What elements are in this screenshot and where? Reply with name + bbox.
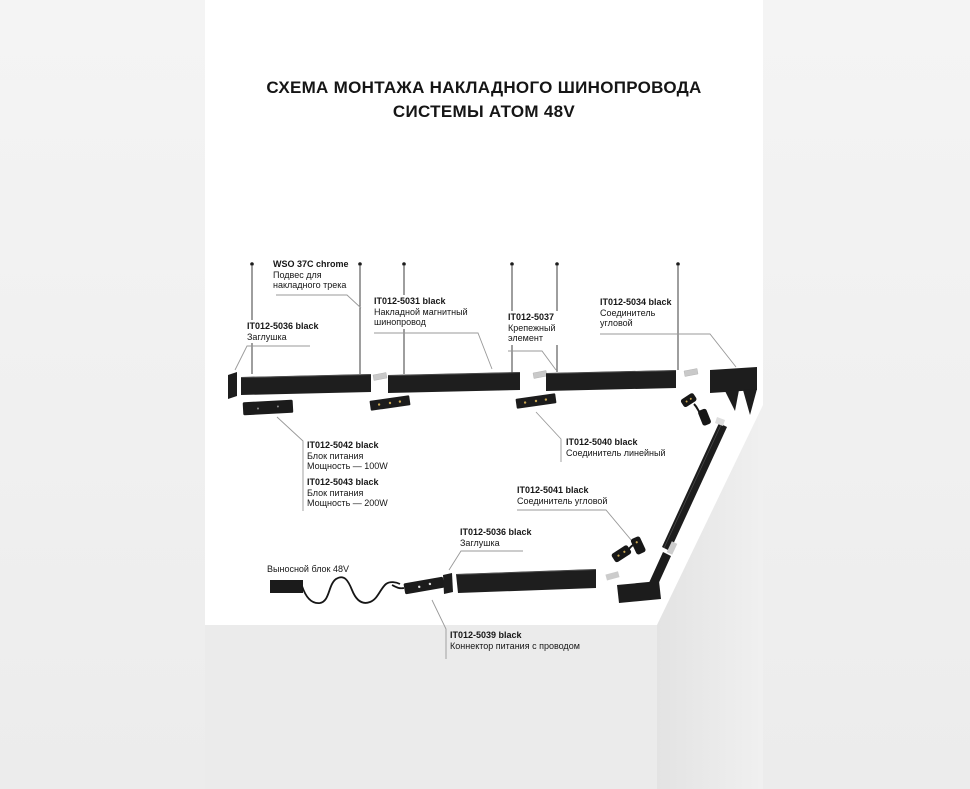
label-endcap-top: IT012-5036 black Заглушка	[247, 321, 319, 342]
label-psu-100: IT012-5042 black Блок питания Мощность — 100W	[307, 440, 388, 471]
label-remote-unit: Выносной блок 48V	[267, 564, 350, 574]
floor-surface	[205, 625, 657, 789]
label-hanger: WSO 37C chrome Подвес для накладного трека	[273, 259, 349, 290]
end-cap-top	[228, 372, 237, 399]
label-power-connector: IT012-5039 black Коннектор питания с проводом	[450, 630, 580, 651]
label-track: IT012-5031 black Накладной магнитный шинопровод	[374, 296, 468, 327]
remote-unit-block	[270, 580, 303, 593]
end-cap-bottom	[443, 573, 453, 594]
label-psu-200: IT012-5043 black Блок питания Мощность — 200W	[307, 477, 388, 508]
title-line-2: СИСТЕМЫ АТОМ 48V	[392, 102, 576, 121]
page-title	[205, 76, 763, 124]
label-corner-top: IT012-5034 black Соединитель угловой	[600, 297, 672, 328]
label-corner-bottom: IT012-5041 black Соединитель угловой	[517, 485, 608, 506]
label-endcap-bottom: IT012-5036 black Заглушка	[460, 527, 532, 548]
label-linear-connector: IT012-5040 black Соединитель линейный	[566, 437, 666, 458]
title-line-1: СХЕМА МОНТАЖА НАКЛАДНОГО ШИНОПРОВОДА	[266, 78, 702, 97]
psu-block	[243, 400, 294, 416]
label-mount: IT012-5037 Крепежный элемент	[508, 312, 556, 343]
